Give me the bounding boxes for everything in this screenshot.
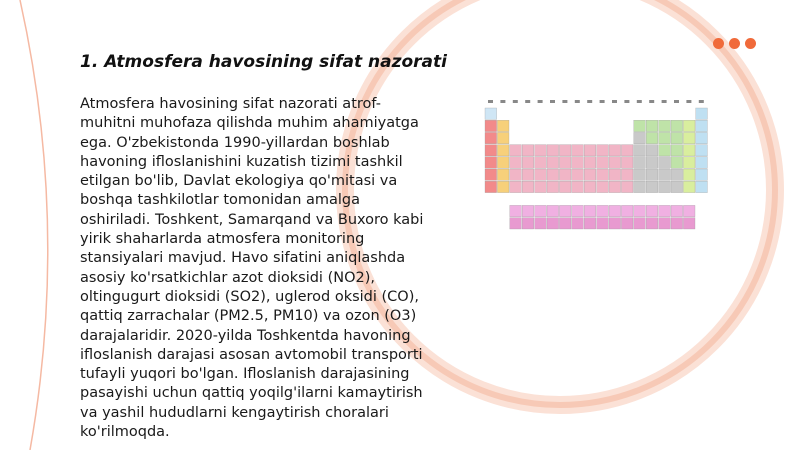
dot xyxy=(713,38,724,49)
dot xyxy=(729,38,740,49)
periodic-table-image xyxy=(478,98,723,238)
three-dots-icon xyxy=(713,38,756,49)
dot xyxy=(745,38,756,49)
slide-body-text: Atmosfera havosining sifat nazorati atrof-muhitni muhofaza qilishda muhim ahamiyatga ega. O'zbekistonda 1990-yillardan boshlab havoning ifloslanishini kuzatish tizimi tashkil etilgan bo'lib, Davlat ekologiya qo'mitasi va boshqa tashkilotlar tomonidan amalga oshiriladi. Toshkent, Samarqand va Buxoro kabi yirik shaharlarda atmosfera monitoring stansiyalari mavjud. Havo sifatini aniqlashda asosiy ko'rsatkichlar azot dioksidi (NO2), oltingugurt dioksidi (SO2), uglerod oksidi (CO), qattiq zarrachalar (PM2.5, PM10) va ozon (O3) darajalaridir. 2020-yilda Toshkentda havoning ifloslanish darajasi asosan avtomobil transporti tufayli yuqori bo'lgan. Ifloslanish darajasining pasayishi uchun qattiq yoqilg'ilarni kamaytirish va yashil hududlarni kengaytirish choralari ko'rilmoqda. xyxy=(80,96,424,441)
slide-title: 1. Atmosfera havosining sifat nazorati xyxy=(80,52,447,72)
